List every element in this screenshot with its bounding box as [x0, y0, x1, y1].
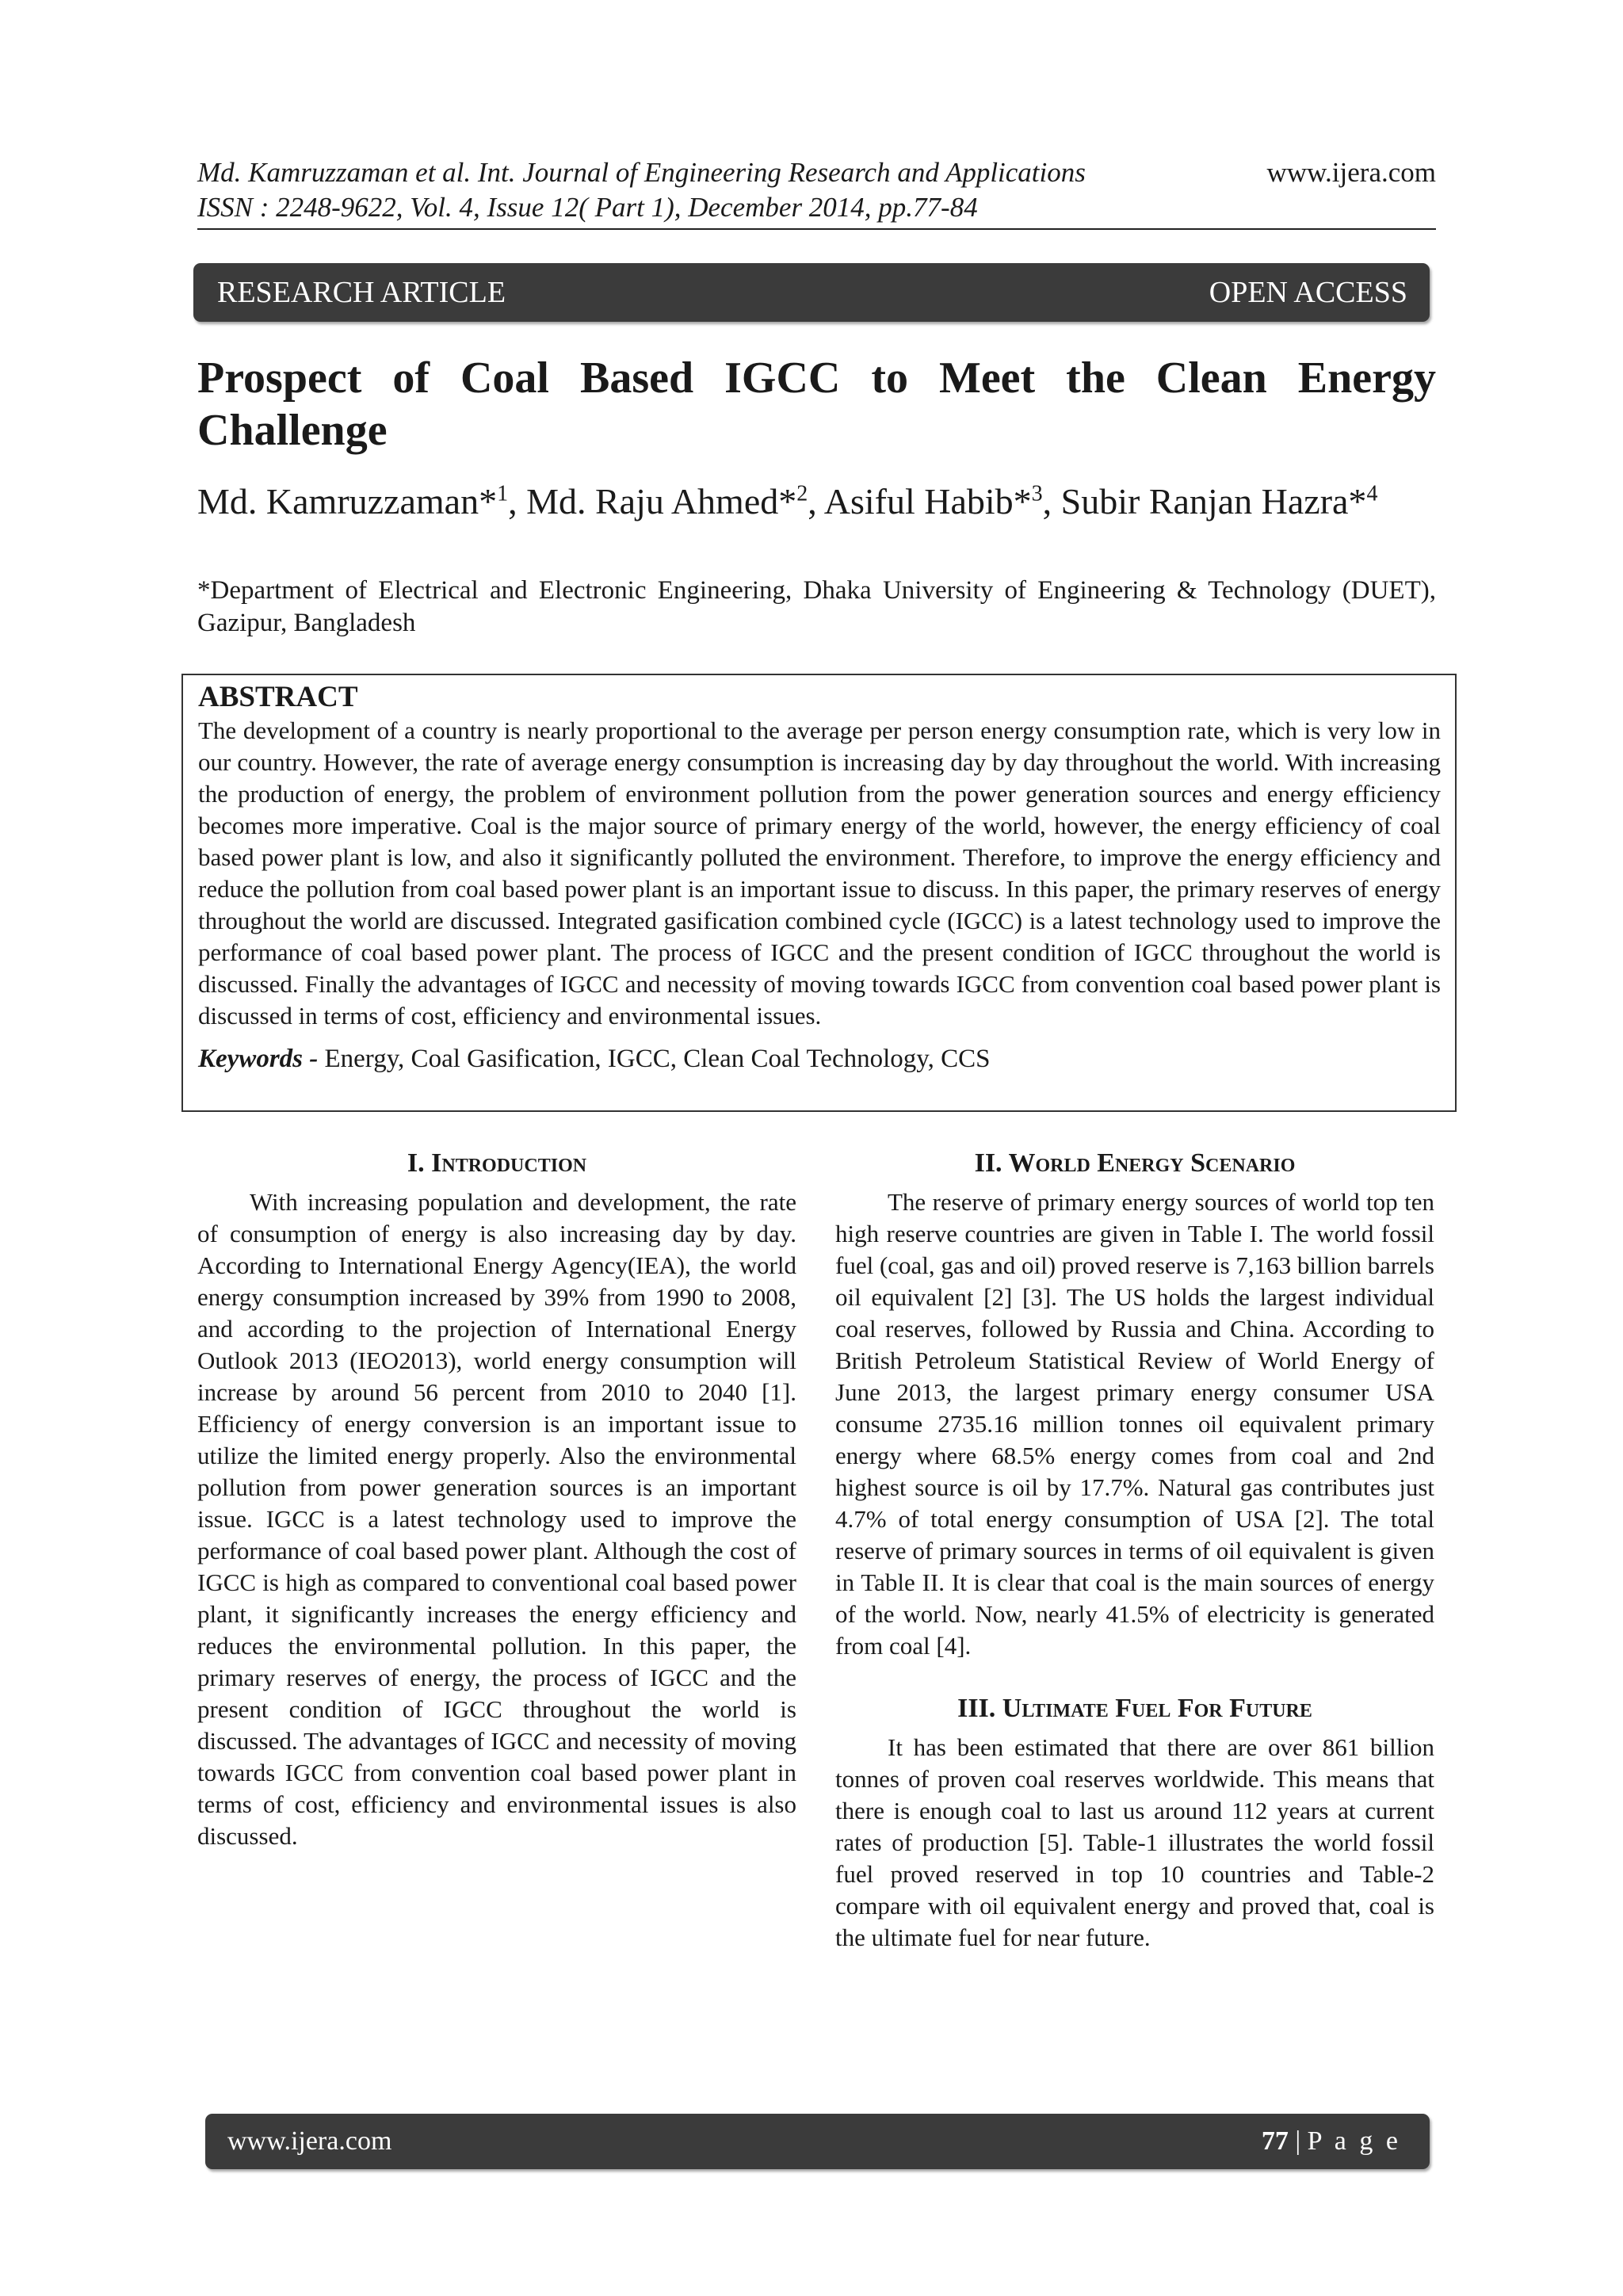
keywords-list: Energy, Coal Gasification, IGCC, Clean Coal Technology, CCS	[318, 1045, 991, 1073]
ultimate-fuel-paragraph: It has been estimated that there are over 861 billion tonnes of proven coal reserves worldwide. This means that there is enough coal to last us around 112 years at current rates of production [5]. Table-1 illustrates the world fossil fuel proved reserved in top 10 countries and Table-2 compare with oil equivalent energy and proved that, coal is the ultimate fuel for near future.	[835, 1733, 1434, 1951]
author-affiliation-mark: 4	[1366, 481, 1378, 506]
section-heading-world-energy: II. World Energy Scenario	[974, 1148, 1296, 1178]
author-affiliation-mark: 3	[1031, 481, 1043, 506]
author-name: Subir Ranjan Hazra*	[1060, 481, 1367, 521]
section-heading-introduction: I. Introduction	[407, 1148, 587, 1178]
author-name: Asiful Habib*	[823, 481, 1032, 521]
author-name: Md. Raju Ahmed*	[526, 481, 797, 521]
abstract-text: The development of a country is nearly proportional to the average per person energy consumption rate, which is very low in our country. However, the rate of average energy consumption is increasing day by day throughout the world. With increasing the production of energy, the problem of environment pollution from the power generation sources and energy efficiency becomes more imperative. Coal is the major source of primary energy of the world, however, the energy efficiency of coal based power plant is low, and also it significantly polluted the environment. Therefore, to improve the energy efficiency and reduce the pollution from coal based power plant is an important issue to discuss. In this paper, the primary reserves of energy throughout the world are discussed. Integrated gasification combined cycle (IGCC) is a latest technology used to improve the performance of coal based power plant. The process of IGCC and the present condition of IGCC throughout the world is discussed. Finally the advantages of IGCC and necessity of moving towards IGCC from convention coal based power plant is discussed in terms of cost, efficiency and environmental issues.	[198, 716, 1441, 1030]
author-affiliation-mark: 1	[497, 481, 509, 506]
research-article-label: RESEARCH ARTICLE	[217, 276, 506, 309]
abstract-heading: ABSTRACT	[198, 681, 358, 713]
right-column	[835, 1147, 1434, 1954]
footer-banner	[205, 2114, 1430, 2169]
introduction-paragraph: With increasing population and development, the rate of consumption of energy is also increasing day by day. According to International Energy Agency(IEA), the world energy consumption increased by 39% from 1990 to 2008, and according to the projection of International Energy Outlook 2013 (IEO2013), world energy consumption will increase by around 56 percent from 2010 to 2040 [1]. Efficiency of energy conversion is an important issue to utilize the limited energy properly. Also the environmental pollution from power generation sources is an important issue. IGCC is a latest technology used to improve the performance of coal based power plant. Although the cost of IGCC is high as compared to conventional coal based power plant, it significantly increases the energy efficiency and reduces the environmental pollution. In this paper, the primary reserves of energy, the process of IGCC and the present condition of IGCC throughout the world is discussed. The advantages of IGCC and necessity of moving towards IGCC from convention coal based power plant in terms of cost, efficiency and environmental issues is also discussed.	[197, 1188, 796, 1850]
author-list: Md. Kamruzzaman*$^1$, Md. Raju Ahmed*$^2$, Asiful Habib*$^3$, Subir Ranjan Hazra*$^4$	[197, 481, 1378, 521]
author-name: Md. Kamruzzaman*	[197, 481, 498, 521]
journal-citation-line1: Md. Kamruzzaman et al. Int. Journal of Engineering Research and Applications	[197, 157, 1086, 188]
open-access-label: OPEN ACCESS	[1209, 276, 1407, 309]
left-column	[197, 1147, 796, 1852]
keywords-label: Keywords -	[198, 1045, 319, 1073]
author-affiliation-mark: 2	[796, 481, 808, 506]
article-type-banner	[193, 263, 1430, 322]
world-energy-paragraph: The reserve of primary energy sources of world top ten high reserve countries are given in Table I. The world fossil fuel (coal, gas and oil) proved reserve is 7,163 billion barrels oil equivalent [2] [3]. The US holds the largest individual coal reserves, followed by Russia and China. According to British Petroleum Statistical Review of World Energy of June 2013, the largest primary energy consumer USA consume 2735.16 million tonnes oil equivalent primary energy where 68.5% energy comes from coal and 2nd highest source is oil by 17.7%. Natural gas contributes just 4.7% of total energy consumption of USA [2]. The total reserve of primary sources in terms of oil equivalent is given in Table II. It is clear that coal is the main sources of energy of the world. Now, nearly 41.5% of electricity is generated from coal [4].	[835, 1188, 1434, 1660]
keywords-line	[198, 1043, 1441, 1075]
journal-url[interactable]: www.ijera.com	[1266, 157, 1436, 188]
page-number: 77 | P a g e	[1261, 2126, 1401, 2156]
abstract-box	[181, 674, 1457, 1112]
paper-title: Prospect of Coal Based IGCC to Meet the Clean Energy Challenge	[197, 353, 1436, 455]
section-heading-ultimate-fuel: III. Ultimate Fuel For Future	[957, 1694, 1312, 1723]
footer-url[interactable]: www.ijera.com	[227, 2126, 392, 2156]
header-divider	[197, 228, 1436, 230]
journal-citation-line2: ISSN : 2248-9622, Vol. 4, Issue 12( Part 1), December 2014, pp.77-84	[197, 192, 978, 223]
author-affiliation: *Department of Electrical and Electronic Engineering, Dhaka University of Engineering & Technology (DUET), Gazipur, Bangladesh	[197, 576, 1436, 637]
